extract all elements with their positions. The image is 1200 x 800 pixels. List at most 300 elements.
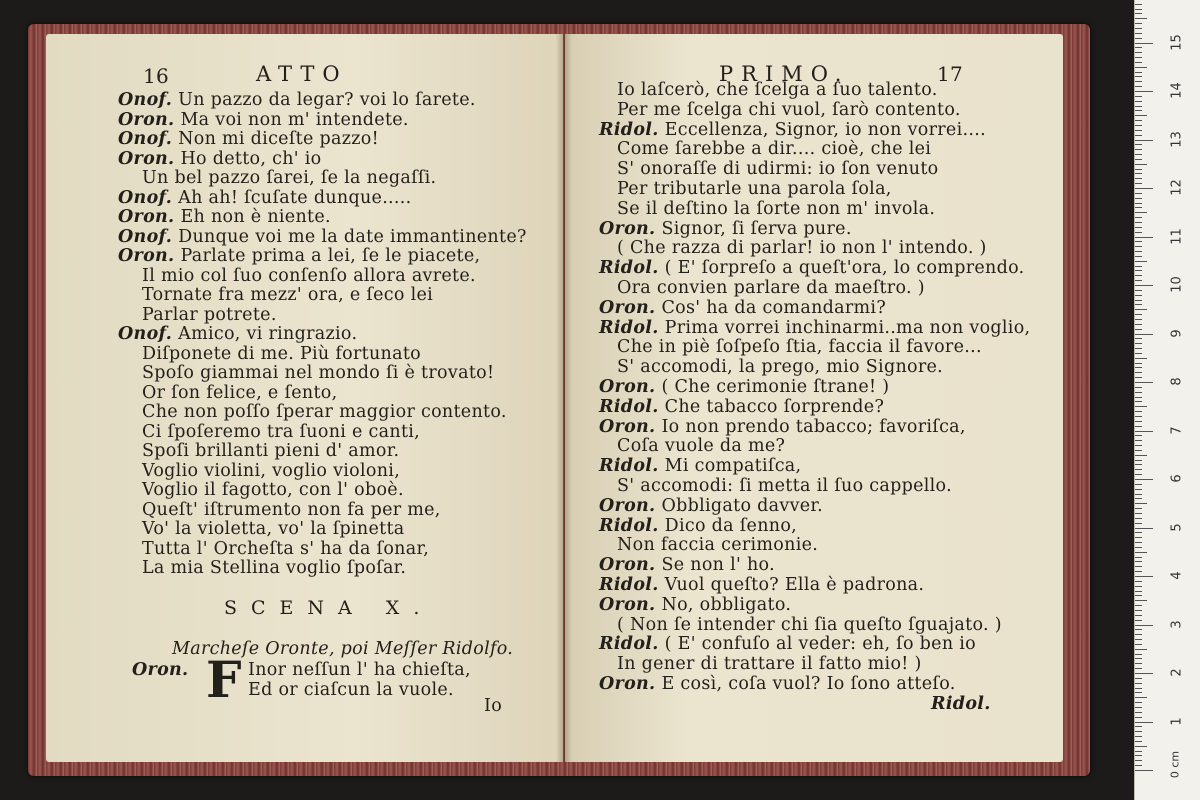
ruler-tick: [1135, 513, 1142, 514]
text-line: [599, 634, 976, 654]
ruler-tick: [1135, 314, 1142, 315]
ruler-tick: [1135, 363, 1142, 364]
ruler-tick: [1135, 431, 1153, 432]
ruler-tick: [1135, 319, 1142, 320]
ruler-tick: [1135, 498, 1142, 499]
ruler-number: 14: [1169, 82, 1185, 99]
line-text: Vo' la violetta, vo' la ſpinetta: [142, 519, 405, 539]
text-line: [142, 539, 429, 559]
text-line: [142, 383, 338, 403]
ruler-tick: [1135, 561, 1142, 562]
ruler-tick: [1135, 261, 1147, 262]
text-line: [599, 456, 801, 476]
text-line: [118, 129, 379, 149]
line-text: Un pazzo da legar? voi lo ſarete.: [178, 90, 476, 110]
text-line: [118, 227, 527, 247]
ruler-tick: [1135, 751, 1142, 752]
ruler-tick: [1135, 130, 1142, 131]
ruler-tick: [1135, 673, 1153, 674]
speaker-name: Oron.: [118, 207, 175, 227]
ruler-tick: [1135, 275, 1142, 276]
text-line: [599, 674, 956, 694]
ruler-tick: [1135, 581, 1142, 582]
ruler-tick: [1135, 571, 1142, 572]
text-line: [599, 575, 924, 595]
ruler-tick: [1135, 101, 1142, 102]
ruler-tick: [1135, 566, 1142, 567]
ruler-tick: [1135, 634, 1142, 635]
speaker-name: Oron.: [599, 218, 656, 239]
measuring-ruler: [1134, 0, 1200, 800]
ruler-tick: [1135, 338, 1142, 339]
ruler-tick: [1135, 106, 1142, 107]
text-line: [118, 188, 412, 208]
ruler-tick: [1135, 144, 1142, 145]
ruler-tick: [1135, 503, 1147, 504]
line-text: Come ſarebbe a dir.... cioè, che lei: [617, 139, 932, 160]
ruler-tick: [1135, 4, 1142, 5]
ruler-tick: [1135, 397, 1142, 398]
ruler-tick: [1135, 702, 1142, 703]
ruler-tick: [1135, 474, 1142, 475]
ruler-tick: [1135, 741, 1142, 742]
text-line: [599, 496, 823, 516]
text-line: [142, 480, 404, 500]
text-line: [599, 219, 852, 239]
ruler-tick: [1135, 392, 1142, 393]
ruler-tick: [1135, 464, 1142, 465]
text-line: [142, 558, 406, 578]
text-line: [142, 344, 421, 364]
line-text: ( Non ſe intender chi ſia queſto ſguajato. ): [617, 614, 1002, 635]
ruler-number: 15: [1169, 33, 1185, 51]
speaker-name: Ridol.: [599, 119, 659, 140]
line-text: Or ſon felice, e ſento,: [142, 382, 338, 403]
ruler-tick: [1135, 547, 1142, 548]
ruler-tick: [1135, 343, 1142, 344]
speaker-name: Onof.: [118, 324, 173, 344]
text-line: [142, 422, 420, 442]
ruler-tick: [1135, 18, 1147, 19]
ruler-tick: [1135, 736, 1142, 737]
ruler-tick: [1135, 639, 1142, 640]
line-text: Per tributarle una parola ſola,: [617, 179, 892, 199]
ruler-tick: [1135, 207, 1142, 208]
ruler-tick: [1135, 479, 1153, 480]
ruler-tick: [1135, 401, 1142, 402]
ruler-tick: [1135, 557, 1142, 558]
line-text: S' onoraſſe di udirmi: io ſon venuto: [617, 159, 939, 180]
line-text: S' accomodi, la prego, mio Signore.: [617, 357, 944, 378]
text-line: [142, 461, 400, 481]
ruler-tick: [1135, 523, 1142, 524]
ruler-tick: [1135, 421, 1142, 422]
ruler-tick: [1135, 532, 1142, 533]
ruler-tick: [1135, 348, 1142, 349]
text-line: [617, 278, 925, 298]
ruler-tick: [1135, 9, 1142, 10]
line-text: S' accomodi: ſi metta il ſuo cappello.: [617, 476, 952, 496]
text-line: [118, 207, 331, 227]
line-text: Che tabacco ſorprende?: [664, 396, 885, 417]
ruler-tick: [1135, 625, 1153, 626]
ruler-tick: [1135, 222, 1142, 223]
line-text: Prima vorrei inchinarmi..ma non voglio,: [664, 317, 1031, 338]
text-line: [118, 246, 480, 266]
ruler-tick: [1135, 668, 1142, 669]
ruler-tick: [1135, 688, 1142, 689]
ruler-tick: [1135, 731, 1142, 732]
left-page-number: 16: [143, 64, 170, 88]
line-text: Spoſi brillanti pieni d' amor.: [142, 441, 400, 461]
ruler-tick: [1135, 309, 1147, 310]
ruler-tick: [1135, 251, 1142, 252]
text-line: [142, 402, 507, 422]
line-text: Eccellenza, Signor, io non vorrei....: [664, 119, 986, 140]
speaker-name: Onof.: [118, 129, 173, 149]
text-line: [599, 555, 775, 575]
ruler-tick: [1135, 528, 1153, 529]
line-text: ( E' confuſo al veder: eh, ſo ben io: [664, 634, 976, 655]
ruler-tick: [1135, 722, 1153, 723]
ruler-number: 8: [1169, 377, 1185, 386]
speaker-name: Ridol.: [599, 456, 659, 477]
ruler-tick: [1135, 615, 1142, 616]
speaker-name: Oron.: [599, 594, 656, 615]
ruler-number: 6: [1169, 474, 1185, 483]
line-text: Parlar potrete.: [142, 304, 277, 325]
speaker-name: Ridol.: [599, 258, 659, 279]
scene-title: SCENA X.: [224, 597, 434, 619]
line-text: Vuol queſto? Ella è padrona.: [664, 575, 925, 595]
ruler-tick: [1135, 435, 1142, 436]
ruler-tick: [1135, 644, 1142, 645]
text-line: [617, 535, 818, 555]
line-text: Ci ſpoſeremo tra ſuoni e canti,: [142, 421, 421, 442]
ruler-number: 1: [1169, 716, 1185, 726]
ruler-tick: [1135, 746, 1147, 747]
ruler-tick: [1135, 649, 1147, 650]
ruler-number: 12: [1169, 179, 1185, 196]
ruler-tick: [1135, 237, 1153, 238]
ruler-tick: [1135, 43, 1153, 44]
speaker-name: Oron.: [599, 297, 656, 318]
ruler-tick: [1135, 426, 1142, 427]
ruler-tick: [1135, 445, 1142, 446]
ruler-tick: [1135, 755, 1142, 756]
ruler-tick: [1135, 484, 1142, 485]
ruler-tick: [1135, 290, 1142, 291]
ruler-tick: [1135, 576, 1153, 577]
ruler-tick: [1135, 159, 1142, 160]
text-line: [599, 258, 1024, 278]
ruler-tick: [1135, 508, 1142, 509]
final-line: Inor neſſun l' ha chieſta,: [248, 660, 471, 680]
text-line: [617, 476, 952, 496]
ruler-tick: [1135, 285, 1153, 286]
ruler-number: 9: [1169, 328, 1185, 338]
speaker-name: Onof.: [118, 187, 173, 208]
ruler-tick: [1135, 135, 1142, 136]
text-line: [142, 441, 399, 461]
speaker-name: Ridol.: [599, 317, 659, 338]
line-text: Queſt' iſtrumento non fa per me,: [142, 499, 441, 520]
speaker-name: Ridol.: [599, 515, 659, 536]
line-text: Ah ah! ſcuſate dunque.....: [178, 187, 412, 208]
speaker-name: Oron.: [118, 109, 175, 130]
speaker-name: Oron.: [599, 495, 656, 516]
line-text: Voglio violini, voglio violoni,: [142, 460, 401, 481]
line-text: ( Che razza di parlar! io non l' intendo. ): [617, 238, 987, 259]
right-catchword: Ridol.: [931, 694, 991, 714]
ruler-tick: [1135, 52, 1142, 53]
ruler-tick: [1135, 717, 1142, 718]
line-text: Per me ſcelga chi vuol, ſarò contento.: [617, 99, 961, 120]
line-text: Dunque voi me la date immantinente?: [178, 226, 527, 247]
ruler-tick: [1135, 450, 1142, 451]
ruler-number: 2: [1169, 668, 1185, 677]
ruler-tick: [1135, 256, 1142, 257]
ruler-tick: [1135, 707, 1142, 708]
text-line: [142, 363, 494, 383]
ruler-tick: [1135, 697, 1147, 698]
ruler-tick: [1135, 140, 1153, 141]
line-text: In gener di trattare il fatto mio! ): [617, 654, 922, 675]
ruler-tick: [1135, 678, 1142, 679]
ruler-tick: [1135, 658, 1142, 659]
line-text: Eh non è niente.: [180, 207, 331, 227]
right-running-head: PRIMO.: [719, 62, 850, 86]
text-line: [617, 436, 785, 456]
ruler-tick: [1135, 270, 1142, 271]
text-line: [617, 199, 935, 219]
ruler-tick: [1135, 605, 1142, 606]
line-text: Un bel pazzo ſarei, ſe la negaſſi.: [142, 168, 437, 188]
book-gutter: [556, 34, 572, 762]
ruler-tick: [1135, 198, 1142, 199]
ruler-tick: [1135, 67, 1147, 68]
ruler-tick: [1135, 455, 1147, 456]
ruler-number: 11: [1169, 227, 1185, 245]
ruler-tick: [1135, 406, 1147, 407]
ruler-number: 10: [1169, 276, 1185, 293]
ruler-tick: [1135, 591, 1142, 592]
ruler-number: 4: [1169, 571, 1185, 580]
speaker-name: Onof.: [118, 90, 173, 110]
ruler-tick: [1135, 266, 1142, 267]
ruler-tick: [1135, 542, 1142, 543]
ruler-tick: [1135, 23, 1142, 24]
ruler-tick: [1135, 760, 1142, 761]
text-line: [142, 500, 441, 520]
ruler-tick: [1135, 440, 1142, 441]
line-text: ( Che cerimonie ſtrane! ): [661, 377, 890, 397]
line-text: ( E' ſorpreſo a queſt'ora, lo comprendo.: [664, 258, 1025, 279]
text-line: [599, 397, 884, 417]
ruler-tick: [1135, 460, 1142, 461]
text-line: [617, 80, 938, 100]
line-text: Se non l' ho.: [661, 555, 775, 576]
ruler-tick: [1135, 329, 1142, 330]
ruler-tick: [1135, 62, 1142, 63]
text-line: [617, 139, 931, 159]
final-line: Ed or ciaſcun la vuole.: [248, 680, 454, 700]
text-line: [617, 100, 961, 120]
left-catchword: Io: [484, 696, 503, 716]
text-line: [599, 516, 797, 536]
text-line: [599, 318, 1030, 338]
ruler-tick: [1135, 232, 1142, 233]
ruler-tick: [1135, 76, 1142, 77]
ruler-tick: [1135, 241, 1142, 242]
ruler-tick: [1135, 367, 1142, 368]
ruler-tick: [1135, 246, 1142, 247]
ruler-tick: [1135, 81, 1142, 82]
ruler-tick: [1135, 518, 1142, 519]
line-text: Ma voi non m' intendete.: [180, 109, 409, 130]
line-text: Signor, ſi ſerva pure.: [661, 218, 852, 239]
ruler-tick: [1135, 304, 1142, 305]
text-line: [599, 120, 986, 140]
speaker-name: Onof.: [118, 226, 173, 247]
line-text: No, obbligato.: [661, 594, 792, 615]
speaker-name: Oron.: [599, 377, 656, 397]
ruler-tick: [1135, 770, 1153, 771]
right-page-number: 17: [937, 62, 964, 86]
ruler-tick: [1135, 600, 1147, 601]
ruler-tick: [1135, 537, 1142, 538]
left-running-head: ATTO: [256, 62, 348, 86]
ruler-tick: [1135, 610, 1142, 611]
line-text: Non mi diceſte pazzo!: [178, 129, 379, 149]
line-text: Spoſo giammai nel mondo ſi è trovato!: [142, 363, 495, 383]
line-text: Voglio il fagotto, con l' oboè.: [142, 480, 404, 500]
line-text: Parlate prima a lei, ſe le piacete,: [180, 246, 481, 266]
line-text: La mia Stellina voglio ſpoſar.: [142, 558, 407, 578]
ruler-tick: [1135, 169, 1142, 170]
ruler-tick: [1135, 692, 1142, 693]
ruler-tick: [1135, 57, 1142, 58]
ruler-tick: [1135, 125, 1142, 126]
ruler-tick: [1135, 411, 1142, 412]
speaker-name: Ridol.: [599, 396, 659, 417]
ruler-tick: [1135, 726, 1142, 727]
ruler-tick: [1135, 280, 1142, 281]
line-text: Cos' ha da comandarmi?: [661, 297, 887, 318]
ruler-tick: [1135, 663, 1142, 664]
final-speaker: Oron.: [132, 660, 189, 680]
speaker-name: Oron.: [599, 674, 656, 694]
ruler-tick: [1135, 173, 1142, 174]
ruler-tick: [1135, 586, 1142, 587]
ruler-tick: [1135, 387, 1142, 388]
ruler-tick: [1135, 334, 1153, 335]
line-text: Coſa vuole da me?: [617, 436, 786, 457]
ruler-tick: [1135, 47, 1142, 48]
text-line: [617, 615, 1002, 635]
text-line: [118, 324, 357, 344]
ruler-number: 7: [1169, 425, 1185, 435]
ruler-tick: [1135, 38, 1142, 39]
ruler-number: 5: [1169, 522, 1185, 532]
scene-characters: Marcheſe Oronte, poi Meſſer Ridolfo.: [172, 639, 514, 659]
text-line: [599, 417, 966, 437]
line-text: E così, coſa vuol? Io ſono atteſo.: [661, 674, 956, 694]
text-line: [617, 654, 922, 674]
text-line: [599, 298, 886, 318]
speaker-name: Oron.: [118, 148, 175, 169]
ruler-tick: [1135, 96, 1142, 97]
ruler-tick: [1135, 183, 1142, 184]
ruler-tick: [1135, 295, 1142, 296]
ruler-tick: [1135, 489, 1142, 490]
ruler-tick: [1135, 227, 1142, 228]
text-line: [617, 179, 892, 199]
ruler-tick: [1135, 212, 1147, 213]
text-line: [617, 337, 982, 357]
ruler-tick: [1135, 193, 1142, 194]
text-line: [118, 90, 476, 110]
text-line: [599, 377, 889, 397]
right-page: [565, 34, 1063, 762]
line-text: Mi compatiſca,: [664, 456, 802, 477]
ruler-tick: [1135, 654, 1142, 655]
ruler-tick: [1135, 416, 1142, 417]
line-text: Ora convien parlare da maeſtro. ): [617, 278, 925, 298]
ruler-tick: [1135, 86, 1142, 87]
text-line: [142, 519, 405, 539]
text-line: [142, 266, 476, 286]
ruler-tick: [1135, 712, 1142, 713]
ruler-tick: [1135, 552, 1147, 553]
line-text: Io laſcerò, che ſcelga a ſuo talento.: [617, 80, 938, 100]
ruler-tick: [1135, 72, 1142, 73]
ruler-tick: [1135, 620, 1142, 621]
ruler-tick: [1135, 595, 1142, 596]
ruler-tick: [1135, 324, 1142, 325]
text-line: [118, 110, 409, 130]
line-text: Ho detto, ch' io: [180, 148, 322, 169]
text-line: [617, 159, 939, 179]
ruler-tick: [1135, 91, 1153, 92]
ruler-tick: [1135, 28, 1142, 29]
text-line: [118, 149, 321, 169]
ruler-number: 13: [1169, 130, 1185, 148]
ruler-tick: [1135, 629, 1142, 630]
ruler-tick: [1135, 382, 1153, 383]
drop-cap: F: [206, 650, 242, 709]
line-text: Io non prendo tabacco; favoriſca,: [661, 416, 966, 437]
ruler-tick: [1135, 13, 1142, 14]
speaker-name: Oron.: [599, 416, 656, 437]
ruler-tick: [1135, 178, 1142, 179]
ruler-tick: [1135, 154, 1142, 155]
text-line: [142, 305, 277, 325]
ruler-tick: [1135, 203, 1142, 204]
ruler-tick: [1135, 494, 1142, 495]
line-text: Tornate fra mezz' ora, e ſeco lei: [142, 285, 434, 305]
text-line: [142, 168, 436, 188]
text-line: [142, 285, 433, 305]
ruler-tick: [1135, 377, 1142, 378]
line-text: Il mio col ſuo conſenſo allora avrete.: [142, 265, 476, 286]
line-text: Obbligato davver.: [661, 495, 824, 516]
ruler-tick: [1135, 120, 1142, 121]
ruler-tick: [1135, 300, 1142, 301]
speaker-name: Ridol.: [599, 634, 659, 655]
line-text: Amico, vi ringrazio.: [178, 324, 358, 344]
line-text: Che in piè ſoſpeſo ſtia, faccia il favore...: [617, 337, 982, 358]
